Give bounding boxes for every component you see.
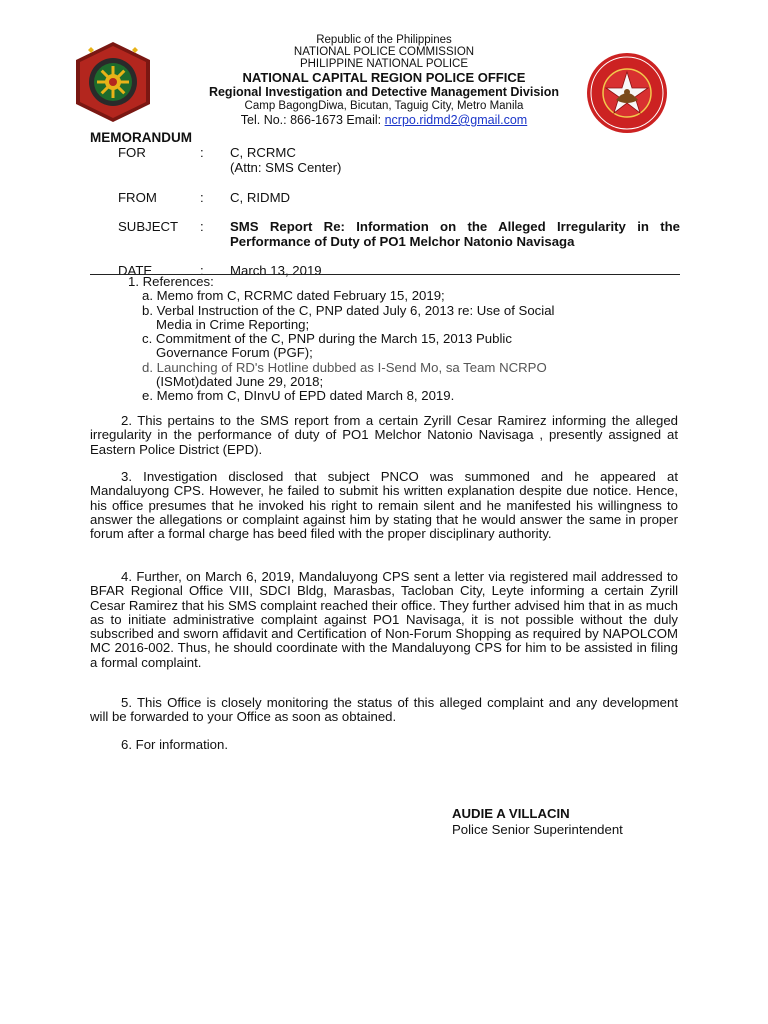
for-value <box>230 145 680 175</box>
office-name: NATIONAL CAPITAL REGION POLICE OFFICE <box>242 70 526 85</box>
memo-header <box>90 130 680 278</box>
paragraph-5: 5. This Office is closely monitoring the status of this alleged complaint and any development will be forwarded to your Office as soon as obtained. <box>90 695 678 725</box>
email-link[interactable]: ncrpo.ridmd2@gmail.com <box>384 113 528 127</box>
signatory-rank: Police Senior Superintendent <box>452 822 623 837</box>
reference-line-cont: Media in Crime Reporting; <box>156 316 310 332</box>
reference-item <box>128 361 648 390</box>
for-label: FOR <box>118 145 146 160</box>
paragraph-4: 4. Further, on March 6, 2019, Mandaluyong CPS sent a letter via registered mail addressed to BFAR Regional Office VIII, SDCI Bldg, Marasbas, Tacloban City, Leyte informing a certain Zyrill Cesar Ramirez that his SMS complaint reached their office. They further advised him that in as much as to initiate administrative complaint against PO1 Navisaga, it is not possible without the duly subscribed and sworn affidavit and Certification of Non-Forum Shopping as required by NAPOLCOM MC 2016-002. Thus, he should coordinate with the Mandaluyong CPS for him to be assisted in filing a formal complaint. <box>90 569 678 670</box>
subject-label: SUBJECT <box>118 219 179 234</box>
reference-line: b. Verbal Instruction of the C, PNP dated July 6, 2013 re: Use of Social <box>142 302 555 318</box>
reference-line: e. Memo from C, DInvU of EPD dated March 8, 2019. <box>142 388 455 404</box>
subject-row <box>90 219 680 249</box>
pnp-line: PHILIPPINE NATIONAL POLICE <box>299 58 469 70</box>
for-row <box>90 145 680 175</box>
references-heading: 1. References: <box>128 274 214 289</box>
reference-line: d. Launching of RD's Hotline dubbed as I-Send Mo, sa Team NCRPO <box>142 359 547 375</box>
references <box>128 275 648 404</box>
office-address: Camp BagongDiwa, Bicutan, Taguig City, Metro Manila <box>244 100 524 112</box>
republic-line: Republic of the Philippines <box>316 34 452 46</box>
division-name: Regional Investigation and Detective Management Division <box>208 85 560 99</box>
date-colon: : <box>200 263 204 278</box>
reference-item <box>128 389 648 403</box>
contact-line <box>0 113 768 127</box>
reference-line: a. Memo from C, RCRMC dated February 15, 2019; <box>142 288 445 304</box>
from-colon: : <box>200 190 204 205</box>
date-value: March 13, 2019 <box>230 263 322 278</box>
signature-block <box>452 806 623 838</box>
from-value: C, RIDMD <box>230 190 291 205</box>
paragraph-2: 2. This pertains to the SMS report from a certain Zyrill Cesar Ramirez informing the alleged irregularity in the performance of duty of PO1 Melchor Natonio Navisaga , presently assigned at Eastern Police District (EPD). <box>90 413 678 457</box>
reference-item <box>128 289 648 303</box>
reference-line-cont: (ISMot)dated June 29, 2018; <box>156 374 324 390</box>
reference-item <box>128 332 648 361</box>
signatory-name: AUDIE A VILLACIN <box>452 806 570 821</box>
from-row <box>90 190 680 205</box>
subject-value: SMS Report Re: Information on the Alleged Irregularity in the Performance of Duty of PO1 Melchor Natonio Navisaga <box>230 219 680 249</box>
for-recipient: C, RCRMC <box>230 145 296 160</box>
subject-colon: : <box>200 219 204 234</box>
reference-item <box>128 304 648 333</box>
for-attention: (Attn: SMS Center) <box>230 160 342 175</box>
for-colon: : <box>200 145 204 160</box>
commission-line: NATIONAL POLICE COMMISSION <box>293 46 475 58</box>
letterhead <box>0 34 768 127</box>
paragraph-3: 3. Investigation disclosed that subject PNCO was summoned and he appeared at Mandaluyong CPS. However, he failed to submit his written explanation despite due notice. Hence, his office presumes that he invoked his right to remain silent and he manifested his willingness to answer the allegations or complaint against him by stating that he would answer the same in proper forum after a formal charge has beed filed with the proper disciplinary authority. <box>90 469 678 542</box>
from-label: FROM <box>118 190 157 205</box>
reference-line-cont: Governance Forum (PGF); <box>156 345 313 361</box>
paragraph-6: 6. For information. <box>121 737 229 752</box>
contact-prefix: Tel. No.: 866-1673 Email: <box>240 113 385 127</box>
date-label: DATE <box>118 263 153 278</box>
memo-title: MEMORANDUM <box>90 130 192 145</box>
reference-line: c. Commitment of the C, PNP during the March 15, 2013 Public <box>142 331 512 347</box>
